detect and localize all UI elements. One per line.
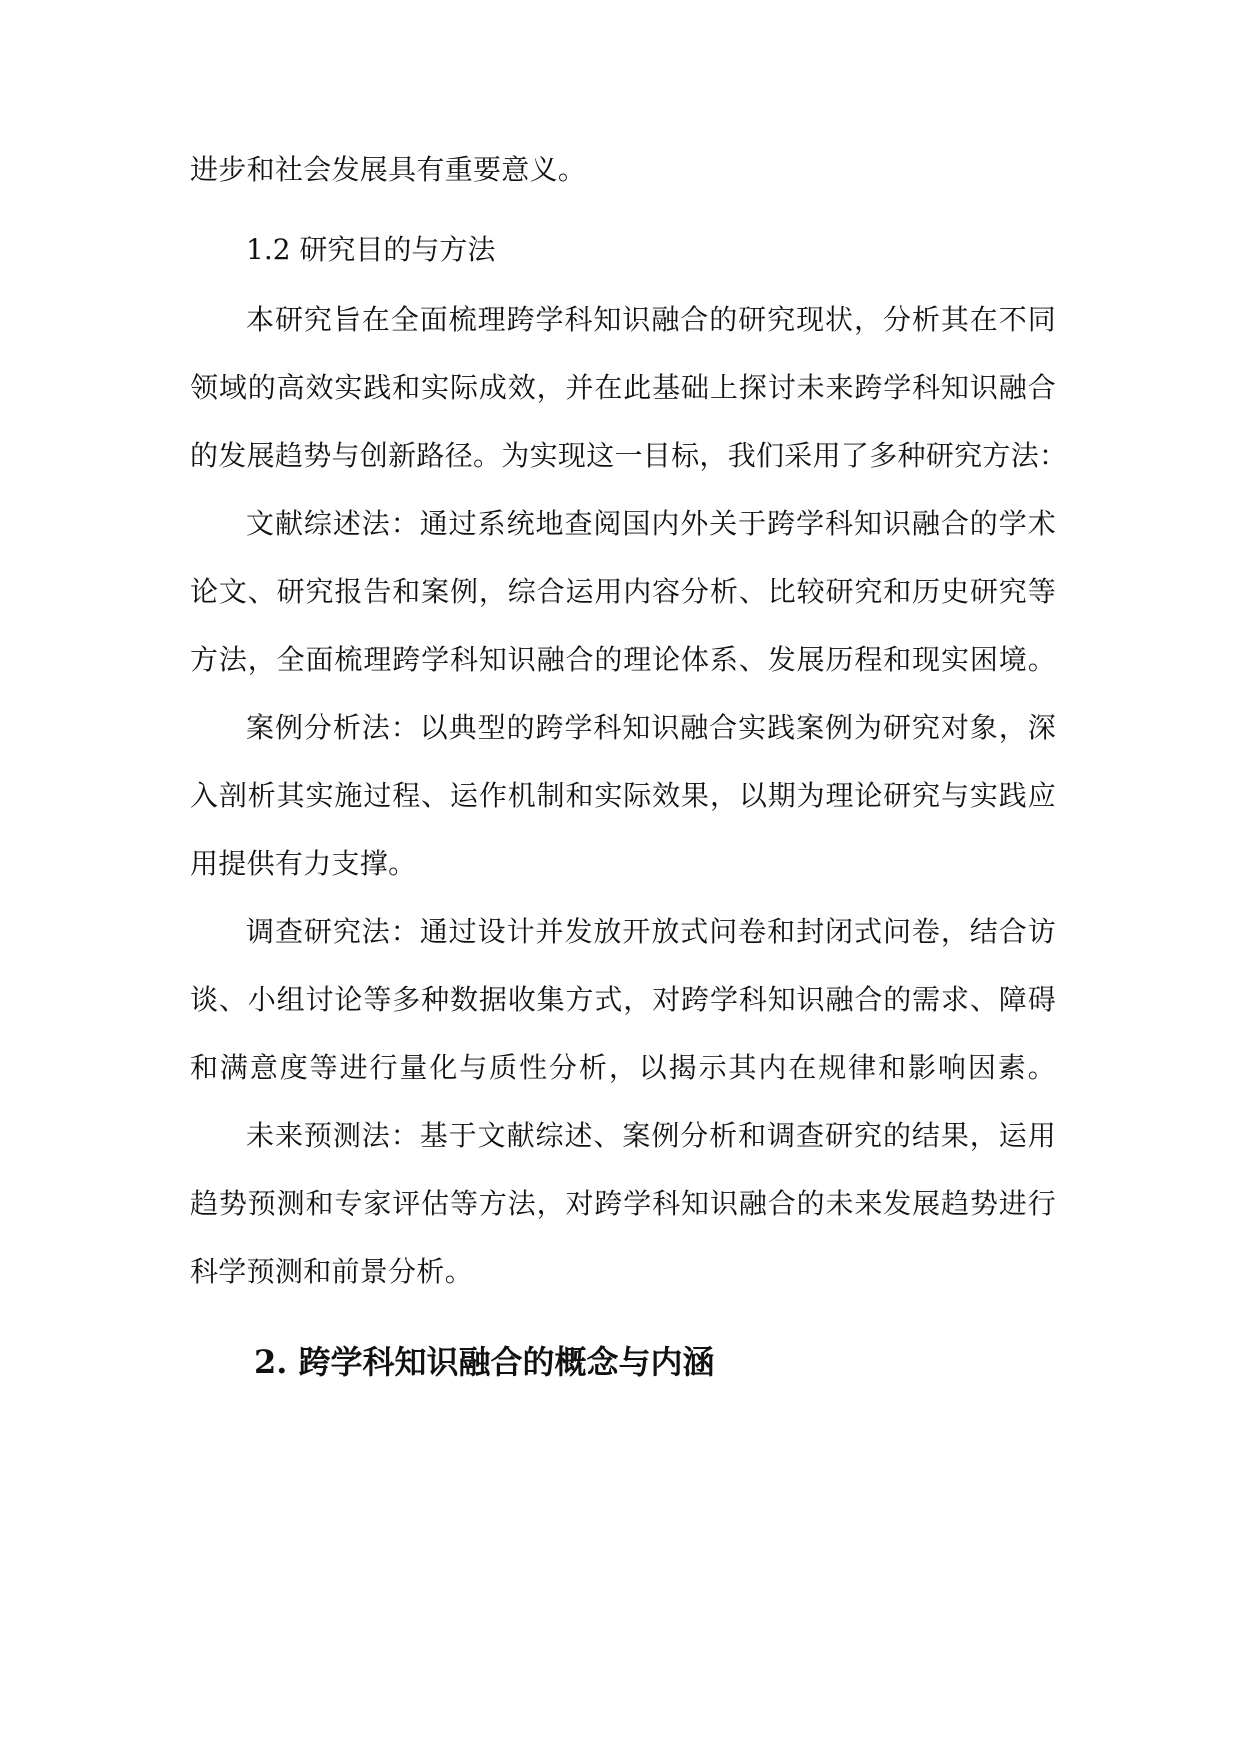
method-case-line-3: 用提供有力支撑。 <box>190 847 417 880</box>
method-case-line-2: 入剖析其实施过程、运作机制和实际效果，以期为理论研究与实践应 <box>190 779 1056 812</box>
intro-line-1: 本研究旨在全面梳理跨学科知识融合的研究现状，分析其在不同 <box>246 303 1056 336</box>
method-literature-line-2: 论文、研究报告和案例，综合运用内容分析、比较研究和历史研究等 <box>190 575 1056 608</box>
section-heading-2: 2. 跨学科知识融合的概念与内涵 <box>254 1343 715 1381</box>
method-forecast-line-3: 科学预测和前景分析。 <box>190 1255 474 1288</box>
method-forecast-line-2: 趋势预测和专家评估等方法，对跨学科知识融合的未来发展趋势进行 <box>190 1187 1056 1220</box>
method-case-line-1: 案例分析法：以典型的跨学科知识融合实践案例为研究对象，深 <box>246 711 1056 744</box>
intro-line-2: 领域的高效实践和实际成效，并在此基础上探讨未来跨学科知识融合 <box>190 371 1056 404</box>
intro-line-3: 的发展趋势与创新路径。为实现这一目标，我们采用了多种研究方法： <box>190 439 1068 472</box>
method-survey-line-2: 谈、小组讨论等多种数据收集方式，对跨学科知识融合的需求、障碍 <box>190 983 1056 1016</box>
method-literature-line-3: 方法，全面梳理跨学科知识融合的理论体系、发展历程和现实困境。 <box>190 643 1056 676</box>
method-forecast-line-1: 未来预测法：基于文献综述、案例分析和调查研究的结果，运用 <box>246 1119 1056 1152</box>
method-literature-line-1: 文献综述法：通过系统地查阅国内外关于跨学科知识融合的学术 <box>246 507 1056 540</box>
method-survey-line-3: 和满意度等进行量化与质性分析，以揭示其内在规律和影响因素。 <box>190 1051 1056 1084</box>
method-survey-line-1: 调查研究法：通过设计并发放开放式问卷和封闭式问卷，结合访 <box>246 915 1056 948</box>
section-heading-1-2: 1.2 研究目的与方法 <box>246 233 496 266</box>
paragraph-continuation-line: 进步和社会发展具有重要意义。 <box>190 153 587 186</box>
